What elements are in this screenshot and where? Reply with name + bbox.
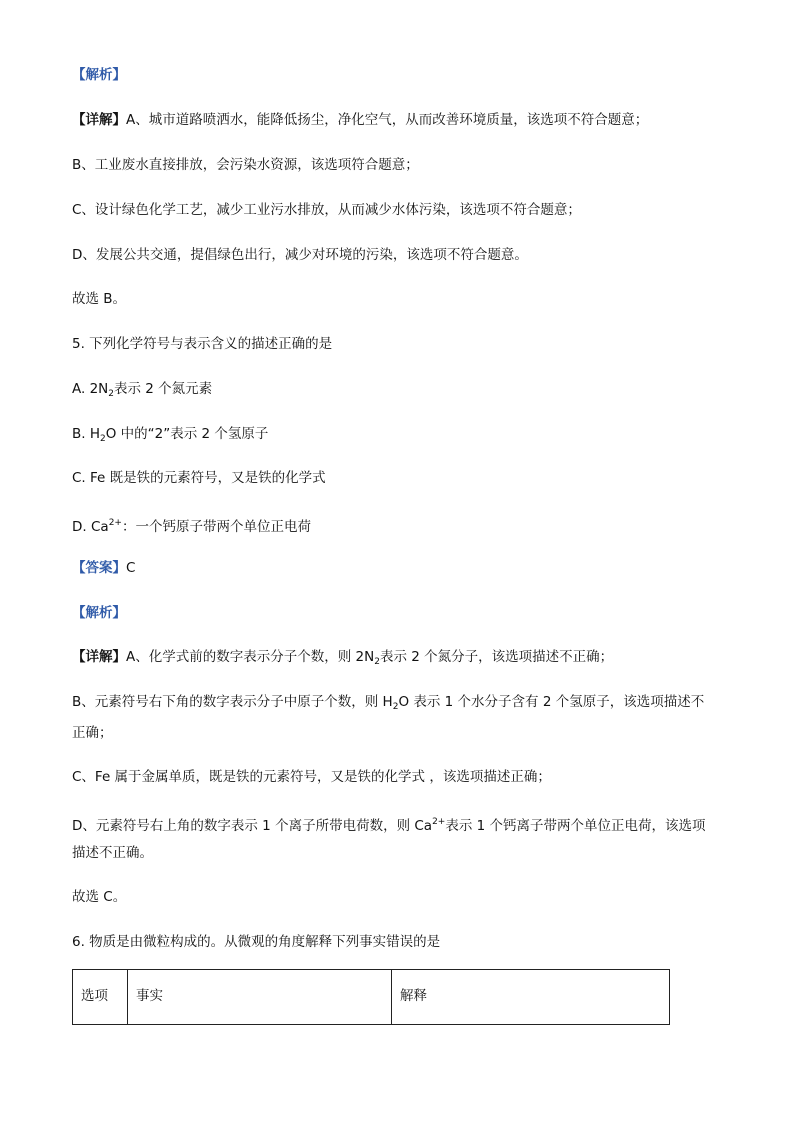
- option-b-pre: B. H: [72, 426, 100, 442]
- explanation-a: [72, 111, 648, 129]
- table-header-explanation: 解释: [392, 970, 670, 1025]
- question-5-stem: [72, 335, 332, 353]
- table-header-row: [73, 970, 670, 1025]
- q5-explanation-c: [72, 768, 551, 786]
- explanation-c-text: C、设计绿色化学工艺，减少工业污水排放，从而减少水体污染，该选项不符合题意；: [72, 202, 581, 218]
- analysis-label: 【解析】: [72, 605, 126, 621]
- table-header-fact: 事实: [128, 970, 392, 1025]
- q5-explanation-b-post: O 表示 1 个水分子含有 2 个氢原子，该选项描述不: [398, 694, 705, 710]
- q5-explanation-d-sup: 2+: [432, 817, 446, 827]
- conclusion-5-text: 故选 C。: [72, 889, 127, 905]
- detail-label: 【详解】: [72, 649, 126, 665]
- option-b-sub: 2: [100, 434, 106, 444]
- option-a-pre: A. 2N: [72, 381, 109, 397]
- explanation-b-text: B、工业废水直接排放，会污染水资源，该选项符合题意；: [72, 157, 419, 173]
- q5-explanation-b-pre: B、元素符号右下角的数字表示分子中原子个数，则 H: [72, 694, 393, 710]
- q5-explanation-a: [72, 648, 613, 671]
- answer-label: 【答案】: [72, 560, 126, 576]
- option-a-post: 表示 2 个氮元素: [114, 381, 213, 397]
- q5-explanation-d-cont-text: 描述不正确。: [72, 845, 153, 861]
- option-d-pre: D. Ca: [72, 519, 109, 535]
- q5-explanation-a-sub: 2: [374, 657, 380, 667]
- analysis-label: 【解析】: [72, 67, 126, 83]
- q5-explanation-c-text: C、Fe 属于金属单质，既是铁的元素符号，又是铁的化学式 ，该选项描述正确；: [72, 769, 551, 785]
- q5-explanation-b: [72, 693, 704, 716]
- q5-explanation-d: [72, 813, 706, 835]
- question-5-stem-text: 5. 下列化学符号与表示含义的描述正确的是: [72, 336, 333, 352]
- explanation-b: [72, 156, 419, 174]
- q5-explanation-d-cont: [72, 844, 153, 862]
- explanation-c: [72, 201, 581, 219]
- q5-explanation-b-cont: [72, 724, 113, 742]
- explanation-d-text: D、发展公共交通，提倡绿色出行，减少对环境的污染，该选项不符合题意。: [72, 247, 528, 263]
- conclusion-4-text: 故选 B。: [72, 291, 127, 307]
- question-5-option-c: [72, 469, 326, 487]
- table-header-option: 选项: [73, 970, 128, 1025]
- analysis-heading: [72, 66, 126, 84]
- q5-explanation-b-sub: 2: [392, 702, 399, 712]
- q5-explanation-b-cont-text: 正确；: [72, 725, 113, 741]
- conclusion-4: [72, 290, 126, 308]
- explanation-d: [72, 246, 528, 264]
- option-c-text: C. Fe 既是铁的元素符号，又是铁的化学式: [72, 470, 326, 486]
- question-5-option-a: [72, 380, 212, 403]
- question-5-analysis-heading: [72, 604, 126, 622]
- detail-label: 【详解】: [72, 112, 126, 128]
- question-5-option-b: [72, 425, 268, 448]
- option-a-sub: 2: [108, 389, 115, 399]
- question-6-stem-text: 6. 物质是由微粒构成的。从微观的角度解释下列事实错误的是: [72, 934, 441, 950]
- q5-explanation-d-pre: D、元素符号右上角的数字表示 1 个离子所带电荷数，则 Ca: [72, 818, 433, 834]
- option-d-post: ：一个钙原子带两个单位正电荷: [121, 519, 311, 535]
- answer-value: C: [126, 560, 136, 576]
- option-b-post: O 中的“2”表示 2 个氢原子: [105, 426, 269, 442]
- q5-explanation-d-post: 表示 1 个钙离子带两个单位正电荷，该选项: [445, 818, 706, 834]
- q5-explanation-a-post: 表示 2 个氮分子，该选项描述不正确；: [379, 649, 614, 665]
- explanation-a-text: A、城市道路喷洒水，能降低扬尘，净化空气，从而改善环境质量，该选项不符合题意；: [126, 112, 649, 128]
- question-6-table: [72, 969, 670, 1025]
- question-6-stem: [72, 933, 440, 951]
- q5-explanation-a-pre: A、化学式前的数字表示分子个数，则 2N: [126, 649, 375, 665]
- option-d-sup: 2+: [108, 518, 122, 528]
- conclusion-5: [72, 888, 126, 906]
- question-5-answer: [72, 559, 135, 577]
- question-5-option-d: [72, 514, 311, 536]
